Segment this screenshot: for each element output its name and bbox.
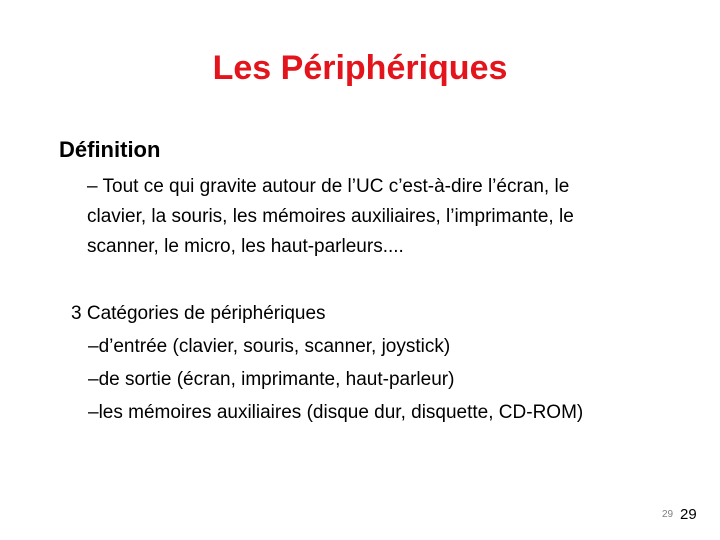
slide-number-small: 29 [662,509,674,520]
definition-heading: Définition [59,137,161,162]
definition-line: clavier, la souris, les mémoires auxiliaires, l’imprimante, le [87,206,574,227]
category-item: –les mémoires auxiliaires (disque dur, disquette, CD-ROM) [88,402,584,423]
categories-heading: 3 Catégories de périphériques [71,303,326,324]
categories-section [71,297,711,429]
slide-title: Les Périphériques [212,49,508,87]
definition-text [87,172,687,262]
definition-line: – Tout ce qui gravite autour de l’UC c’est-à-dire l’écran, le [87,176,570,197]
slide-number: 29 [680,506,697,523]
definition-line: scanner, le micro, les haut-parleurs.... [87,236,404,257]
category-item: –de sortie (écran, imprimante, haut-parleur) [88,369,455,390]
category-item: –d’entrée (clavier, souris, scanner, joystick) [88,336,451,357]
